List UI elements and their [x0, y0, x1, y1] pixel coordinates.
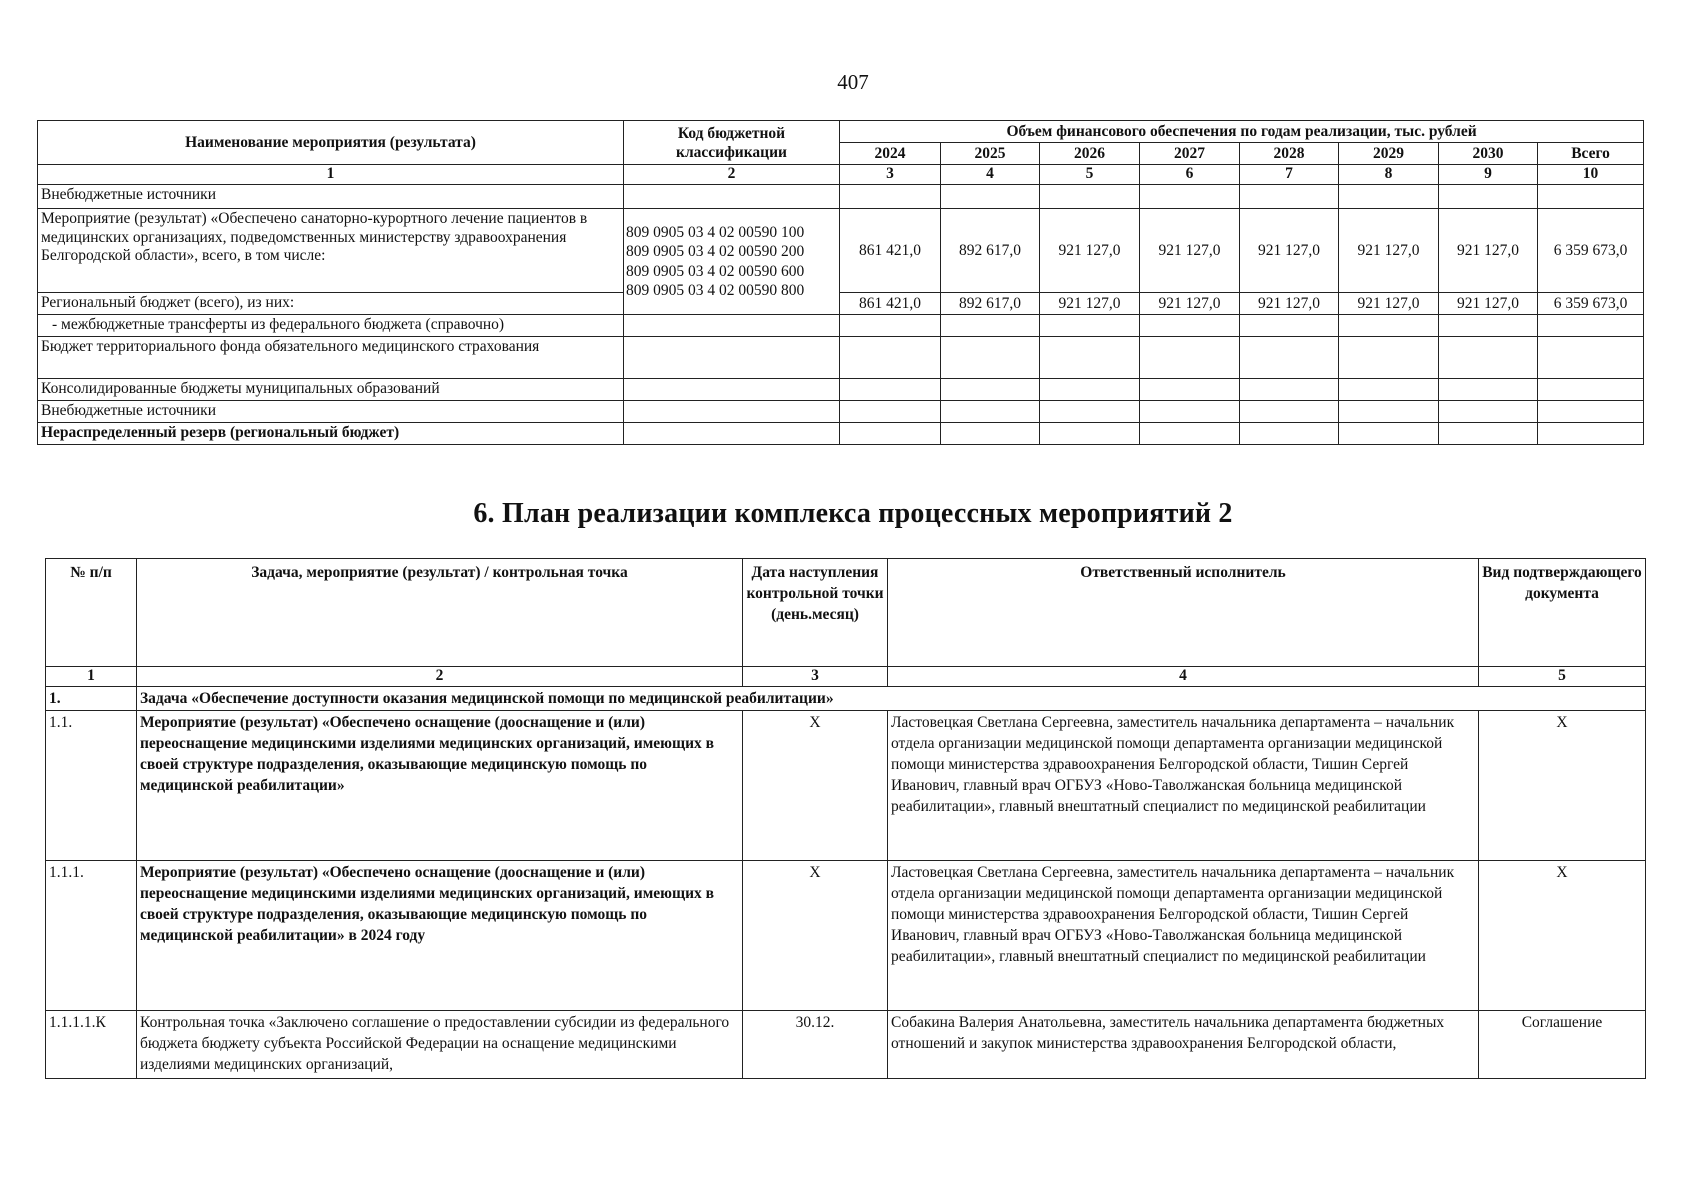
header-year: 2026 — [1040, 143, 1140, 165]
value-cell: 921 127,0 — [1339, 293, 1439, 315]
value-cell: 921 127,0 — [1140, 293, 1240, 315]
header-date: Дата наступления контрольной точки (день.месяц) — [743, 559, 888, 667]
value-cell: 921 127,0 — [1040, 293, 1140, 315]
row-number: 1.1.1. — [46, 861, 137, 1011]
control-point-title: Контрольная точка «Заключено соглашение о предоставлении субсидии из федерального бюджета бюджету субъекта Российской Федерации на оснащение медицинскими изделиями медицинских организаций, — [137, 1011, 743, 1079]
responsible-executor: Ластовецкая Светлана Сергеевна, заместитель начальника департамента – начальник отдела организации медицинской помощи департамента организации медицинской помощи министерства здравоохранения Белгородской области, Тишин Сергей Иванович, главный врач ОГБУЗ «Ново-Таволжанская больница медицинской реабилитации», главный внештатный специалист по медицинской реабилитации — [888, 861, 1479, 1011]
value-cell: 892 617,0 — [941, 209, 1040, 293]
budget-code: 809 0905 03 4 02 00590 800 — [626, 282, 805, 299]
responsible-executor: Ластовецкая Светлана Сергеевна, заместитель начальника департамента – начальник отдела организации медицинской помощи департамента организации медицинской помощи министерства здравоохранения Белгородской области, Тишин Сергей Иванович, главный врач ОГБУЗ «Ново-Таволжанская больница медицинской реабилитации», главный внештатный специалист по медицинской реабилитации — [888, 711, 1479, 861]
control-date: 30.12. — [743, 1011, 888, 1079]
value-cell: 921 127,0 — [1040, 209, 1140, 293]
column-number: 4 — [888, 667, 1479, 687]
responsible-executor: Собакина Валерия Анатольевна, заместитель начальника департамента бюджетных отношений и закупок министерства здравоохранения Белгородской области, — [888, 1011, 1479, 1079]
column-number: 1 — [46, 667, 137, 687]
task-title: Задача «Обеспечение доступности оказания медицинской помощи по медицинской реабилитации» — [137, 687, 1646, 711]
column-number: 3 — [840, 165, 941, 185]
header-volume: Объем финансового обеспечения по годам реализации, тыс. рублей — [840, 121, 1644, 143]
header-document: Вид подтверждающего документа — [1479, 559, 1646, 667]
page-number: 407 — [837, 70, 869, 94]
value-cell: 892 617,0 — [941, 293, 1040, 315]
budget-code: 809 0905 03 4 02 00590 100 — [626, 223, 805, 241]
column-number: 8 — [1339, 165, 1439, 185]
row-extrabudget-2-label: Внебюджетные источники — [38, 401, 624, 423]
header-year: 2027 — [1140, 143, 1240, 165]
value-cell: 921 127,0 — [1439, 209, 1538, 293]
header-total: Всего — [1538, 143, 1644, 165]
row-reserve-label: Нераспределенный резерв (региональный бюджет) — [38, 422, 624, 444]
header-responsible: Ответственный исполнитель — [888, 559, 1479, 667]
column-number: 5 — [1479, 667, 1646, 687]
header-code: Код бюджетной классификации — [624, 121, 840, 165]
total-cell: 6 359 673,0 — [1538, 293, 1644, 315]
row-measure-label: Мероприятие (результат) «Обеспечено санаторно-курортного лечение пациентов в медицинских организациях, подведомственных министерству здравоохранения Белгородской области», всего, в том числе: — [38, 209, 624, 293]
value-cell: 921 127,0 — [1140, 209, 1240, 293]
column-number: 6 — [1140, 165, 1240, 185]
budget-code: 809 0905 03 4 02 00590 600 — [626, 262, 805, 280]
document-type: Соглашение — [1479, 1011, 1646, 1079]
column-number: 2 — [137, 667, 743, 687]
value-cell: 921 127,0 — [1240, 209, 1339, 293]
column-number: 5 — [1040, 165, 1140, 185]
budget-code: 809 0905 03 4 02 00590 200 — [626, 243, 805, 260]
row-municipal-label: Консолидированные бюджеты муниципальных образований — [38, 379, 624, 401]
row-extrabudget-label: Внебюджетные источники — [38, 185, 624, 209]
measure-title: Мероприятие (результат) «Обеспечено оснащение (дооснащение и (или) переоснащение медицинскими изделиями медицинских организаций, имеющих в своей структуре подразделения, оказывающие медицинскую помощь по медицинской реабилитации» в 2024 году — [137, 861, 743, 1011]
document-type: Х — [1479, 861, 1646, 1011]
section-title: 6. План реализации комплекса процессных мероприятий 2 — [473, 498, 1233, 529]
value-cell: 921 127,0 — [1339, 209, 1439, 293]
value-cell: 861 421,0 — [840, 293, 941, 315]
header-year: 2029 — [1339, 143, 1439, 165]
header-name: Наименование мероприятия (результата) — [38, 121, 624, 165]
column-number: 3 — [743, 667, 888, 687]
header-year: 2030 — [1439, 143, 1538, 165]
row-number: 1. — [46, 687, 137, 711]
column-number: 2 — [624, 165, 840, 185]
document-type: Х — [1479, 711, 1646, 861]
column-number: 1 — [38, 165, 624, 185]
header-num: № п/п — [46, 559, 137, 667]
row-number: 1.1. — [46, 711, 137, 861]
row-oms-fund-label: Бюджет территориального фонда обязательного медицинского страхования — [38, 337, 624, 379]
row-regional-label: Региональный бюджет (всего), из них: — [38, 293, 624, 315]
control-date: Х — [743, 711, 888, 861]
header-year: 2025 — [941, 143, 1040, 165]
column-number: 7 — [1240, 165, 1339, 185]
control-date: Х — [743, 861, 888, 1011]
value-cell: 861 421,0 — [840, 209, 941, 293]
finance-table — [37, 120, 1644, 445]
plan-table — [45, 558, 1646, 1079]
header-task: Задача, мероприятие (результат) / контрольная точка — [137, 559, 743, 667]
header-year: 2024 — [840, 143, 941, 165]
row-transfers-label: - межбюджетные трансферты из федерального бюджета (справочно) — [38, 315, 624, 337]
budget-codes-cell — [624, 209, 840, 315]
value-cell: 921 127,0 — [1240, 293, 1339, 315]
total-cell: 6 359 673,0 — [1538, 209, 1644, 293]
header-year: 2028 — [1240, 143, 1339, 165]
column-number: 10 — [1538, 165, 1644, 185]
row-number: 1.1.1.1.К — [46, 1011, 137, 1079]
column-number: 9 — [1439, 165, 1538, 185]
value-cell: 921 127,0 — [1439, 293, 1538, 315]
column-number: 4 — [941, 165, 1040, 185]
measure-title: Мероприятие (результат) «Обеспечено оснащение (дооснащение и (или) переоснащение медицинскими изделиями медицинских организаций, имеющих в своей структуре подразделения, оказывающие медицинскую помощь по медицинской реабилитации» — [137, 711, 743, 861]
